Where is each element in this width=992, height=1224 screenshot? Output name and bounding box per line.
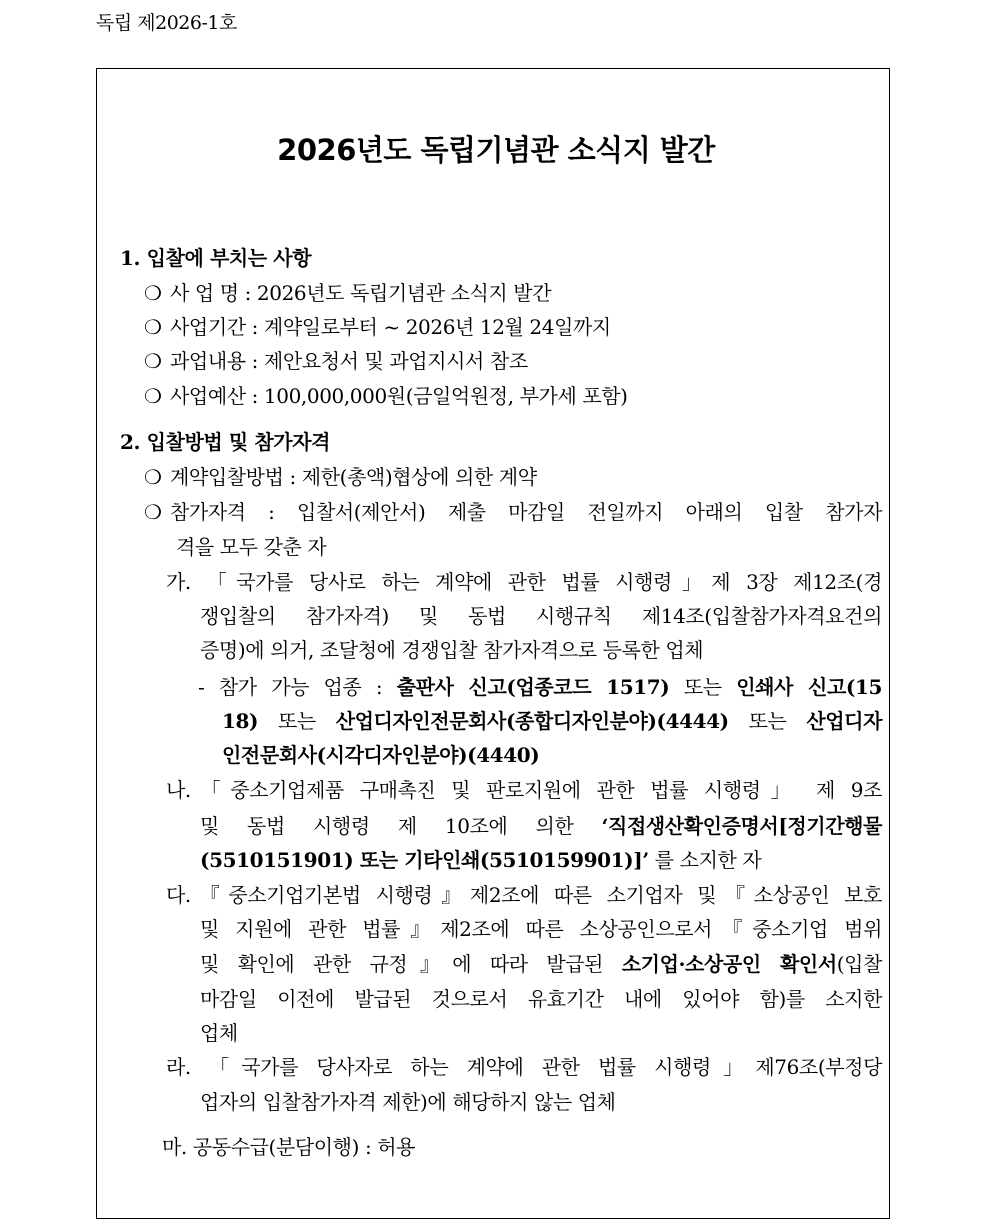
condition-ma-line: 마. 공동수급(분담이행) : 허용 xyxy=(162,1135,416,1159)
text: 및 확인에 관한 규정』에 따라 발급된 xyxy=(200,952,622,976)
condition-na-line: 나.「중소기업제품 구매촉진 및 판로지원에 관한 법률 시행령」 제 9조 xyxy=(166,778,882,802)
bid-method-item xyxy=(144,463,537,491)
item-text: 사업기간 : 계약일로부터 ~ 2026년 12월 24일까지 xyxy=(170,315,611,339)
section-1-item xyxy=(144,347,528,375)
condition-da-line: 다.『중소기업기본법 시행령』제2조에 따른 소기업자 및『소상공인 보호 xyxy=(166,883,882,907)
bullet-icon: ❍ xyxy=(144,465,162,489)
section-1-item xyxy=(144,313,611,341)
document-number: 독립 제2026-1호 xyxy=(96,12,237,34)
condition-ra-line: 업자의 입찰참가자격 제한)에 해당하지 않는 업체 xyxy=(200,1090,616,1114)
item-text: 과업내용 : 제안요청서 및 과업지시서 참조 xyxy=(170,349,528,373)
condition-na-line xyxy=(200,812,882,840)
condition-ga-line: 가. 「국가를 당사로 하는 계약에 관한 법률 시행령」제 3장 제12조(경 xyxy=(166,570,882,594)
qualification-continued: 격을 모두 갖춘 자 xyxy=(176,535,327,559)
bold-text: (5510151901) 또는 기타인쇄(5510159901)]’ xyxy=(200,848,649,872)
eligible-industry-line xyxy=(222,707,882,735)
eligible-industry-line xyxy=(198,673,882,701)
condition-da-line xyxy=(200,950,882,978)
condition-da-line: 마감일 이전에 발급된 것으로서 유효기간 내에 있어야 함)를 소지한 xyxy=(200,987,882,1011)
eligible-industry-line xyxy=(222,741,539,769)
condition-ga-line: 쟁입찰의 참가자격) 및 동법 시행규칙 제14조(입찰참가자격요건의 xyxy=(200,604,882,628)
item-text: 사업예산 : 100,000,000원(금일억원정, 부가세 포함) xyxy=(170,384,628,408)
text: - 참가 가능 업종 : xyxy=(198,675,397,699)
section-2-heading: 2. 입찰방법 및 참가자격 xyxy=(120,430,331,454)
bullet-icon: ❍ xyxy=(144,384,162,408)
condition-da-line: 업체 xyxy=(200,1021,238,1045)
bullet-icon: ❍ xyxy=(144,281,162,305)
bold-text: 산업디자 xyxy=(806,709,882,733)
bold-text: 인쇄사 신고(15 xyxy=(736,675,882,699)
text: 또는 xyxy=(669,675,737,699)
bold-text: 인전문회사(시각디자인분야)(4440) xyxy=(222,743,540,767)
section-1-item xyxy=(144,382,628,410)
qualification-item xyxy=(144,498,882,526)
text: 또는 xyxy=(258,709,336,733)
item-text: 계약입찰방법 : 제한(총액)협상에 의한 계약 xyxy=(170,465,537,489)
bold-text: 18) xyxy=(222,709,259,733)
bullet-icon: ❍ xyxy=(144,349,162,373)
bold-text: 산업디자인전문회사(종합디자인분야)(4444) xyxy=(335,709,729,733)
document-title: 2026년도 독립기념관 소식지 발간 xyxy=(277,133,715,167)
text: 를 소지한 자 xyxy=(648,848,762,872)
text: (입찰 xyxy=(836,952,882,976)
condition-ga-line: 증명)에 의거, 조달청에 경쟁입찰 참가자격으로 등록한 업체 xyxy=(200,638,704,662)
section-1-heading: 1. 입찰에 부치는 사항 xyxy=(120,246,312,270)
item-text: 사 업 명 : 2026년도 독립기념관 소식지 발간 xyxy=(170,281,552,305)
condition-na-line xyxy=(200,846,761,874)
bullet-icon: ❍ xyxy=(144,315,162,339)
bold-text: ‘직접생산확인증명서[정기간행물 xyxy=(601,814,882,838)
text: 또는 xyxy=(728,709,807,733)
text: 및 동법 시행령 제 10조에 의한 xyxy=(200,814,602,838)
condition-da-line: 및 지원에 관한 법률』제2조에 따른 소상공인으로서『중소기업 범위 xyxy=(200,917,882,941)
item-text: 참가자격 : 입찰서(제안서) 제출 마감일 전일까지 아래의 입찰 참가자 xyxy=(170,500,882,524)
bold-text: 출판사 신고(업종코드 1517) xyxy=(396,675,670,699)
bold-text: 소기업·소상공인 확인서 xyxy=(621,952,837,976)
condition-ra-line: 라. 「국가를 당사자로 하는 계약에 관한 법률 시행령」제76조(부정당 xyxy=(166,1055,882,1079)
section-1-item xyxy=(144,279,551,307)
bullet-icon: ❍ xyxy=(144,500,162,524)
